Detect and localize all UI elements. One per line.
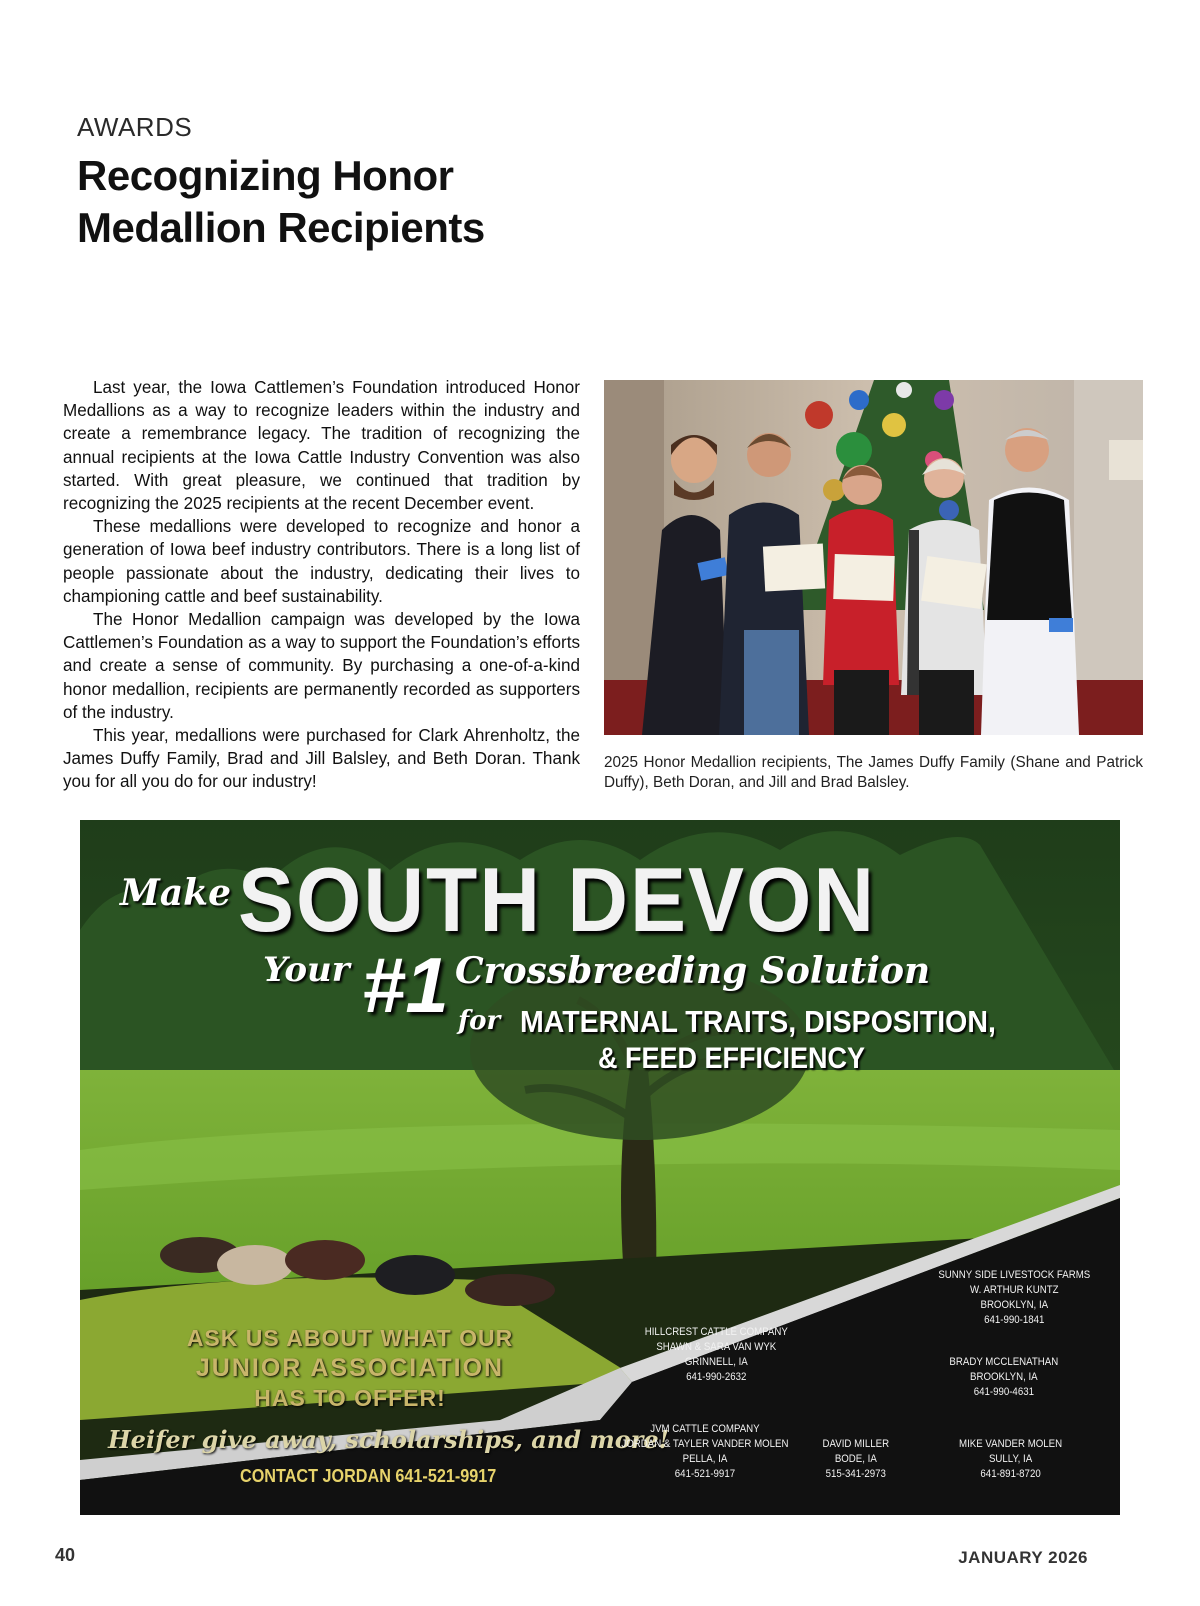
ad-for-word: for bbox=[458, 1006, 501, 1036]
dealer-listing bbox=[621, 1422, 788, 1482]
ad-make-word: Make bbox=[120, 872, 232, 914]
dealer-name: SUNNY SIDE LIVESTOCK FARMS bbox=[938, 1269, 1091, 1281]
dealer-phone: 641-990-1841 bbox=[984, 1314, 1045, 1326]
recipients-photo-illustration bbox=[604, 380, 1143, 735]
ad-traits-line-2: & FEED EFFICIENCY bbox=[598, 1042, 866, 1075]
body-paragraph: This year, medallions were purchased for Clark Ahrenholtz, the James Duffy Family, Brad and Jill Balsley, and Beth Doran. Thank you for all you do for our industry! bbox=[63, 726, 580, 792]
ad-contact: CONTACT JORDAN 641-521-9917 bbox=[240, 1466, 497, 1486]
dealer-name: JVM CATTLE COMPANY bbox=[650, 1423, 760, 1435]
body-paragraph: Last year, the Iowa Cattlemen’s Foundation introduced Honor Medallions as a way to recognize leaders within the industry and create a remembrance legacy. The tradition of recognizing the annual recipients at the Iowa Cattle Industry Convention was also started. With great pleasure, we continued that tradition by recognizing the 2025 recipients at the recent December event. bbox=[63, 378, 580, 514]
junior-line: JUNIOR ASSOCIATION bbox=[195, 1354, 505, 1382]
dealer-city: GRINNELL, IA bbox=[684, 1356, 748, 1368]
dealer-contact: SHAWN & SARA VAN WYK bbox=[656, 1341, 777, 1353]
dealer-name: DAVID MILLER bbox=[822, 1438, 890, 1450]
dealer-city: BODE, IA bbox=[834, 1453, 877, 1465]
photo-caption: 2025 Honor Medallion recipients, The James Duffy Family (Shane and Patrick Duffy), Beth Doran, and Jill and Brad Balsley. bbox=[604, 754, 1143, 791]
heifer-offer: Heifer give away, scholarships, and more! bbox=[108, 1425, 670, 1454]
issue-date: JANUARY 2026 bbox=[958, 1548, 1088, 1567]
dealer-listing bbox=[949, 1355, 1058, 1400]
dealer-city: SULLY, IA bbox=[988, 1453, 1033, 1465]
junior-line: ASK US ABOUT WHAT OUR bbox=[186, 1325, 514, 1351]
title-line: Recognizing Honor bbox=[77, 152, 454, 199]
junior-line: HAS TO OFFER! bbox=[254, 1385, 446, 1411]
dealer-city: BROOKLYN, IA bbox=[980, 1299, 1049, 1311]
dealer-listing bbox=[823, 1437, 890, 1482]
dealer-listing bbox=[959, 1437, 1062, 1482]
ad-number-one: #1 bbox=[362, 941, 449, 1029]
ad-your-word: Your bbox=[263, 950, 350, 990]
dealer-phone: 641-990-4631 bbox=[973, 1386, 1034, 1398]
dealer-contact: JORDAN & TAYLER VANDER MOLEN bbox=[621, 1438, 789, 1450]
dealer-name: MIKE VANDER MOLEN bbox=[959, 1438, 1063, 1450]
dealer-phone: 641-521-9917 bbox=[674, 1468, 736, 1480]
south-devon-advertisement bbox=[80, 820, 1120, 1515]
title-line: Medallion Recipients bbox=[77, 204, 485, 251]
recipients-photo bbox=[604, 380, 1143, 735]
dealer-phone: 515-341-2973 bbox=[825, 1468, 886, 1480]
junior-association-block bbox=[120, 1325, 580, 1412]
section-kicker: AWARDS bbox=[77, 112, 193, 142]
body-paragraph: The Honor Medallion campaign was developed by the Iowa Cattlemen’s Foundation as a way to support the Foundation’s efforts and create a sense of community. By purchasing a one-of-a-kind honor medallion, recipients are permanently recorded as supporters of the industry. bbox=[63, 610, 580, 722]
dealer-city: PELLA, IA bbox=[682, 1453, 728, 1465]
body-paragraph: These medallions were developed to recognize and honor a generation of Iowa beef industry contributors. There is a long list of people passionate about the industry, dedicating their lives to championing cattle and beef sustainability. bbox=[63, 517, 580, 606]
dealer-city: BROOKLYN, IA bbox=[970, 1371, 1038, 1383]
dealer-phone: 641-990-2632 bbox=[686, 1371, 747, 1383]
page-number: 40 bbox=[55, 1545, 76, 1565]
ad-traits-line-1: MATERNAL TRAITS, DISPOSITION, bbox=[520, 1004, 996, 1039]
dealer-phone: 641-891-8720 bbox=[980, 1468, 1041, 1480]
dealer-contact: W. ARTHUR KUNTZ bbox=[970, 1284, 1059, 1296]
dealer-name: BRADY MCCLENATHAN bbox=[949, 1356, 1059, 1368]
ad-brand-headline: SOUTH DEVON bbox=[238, 849, 877, 951]
article-title bbox=[77, 150, 637, 254]
dealer-name: HILLCREST CATTLE COMPANY bbox=[644, 1326, 788, 1338]
ad-tagline: Crossbreeding Solution bbox=[455, 950, 931, 992]
article-body bbox=[63, 376, 580, 794]
dealer-listing bbox=[645, 1325, 788, 1385]
dealer-listing bbox=[938, 1268, 1090, 1328]
